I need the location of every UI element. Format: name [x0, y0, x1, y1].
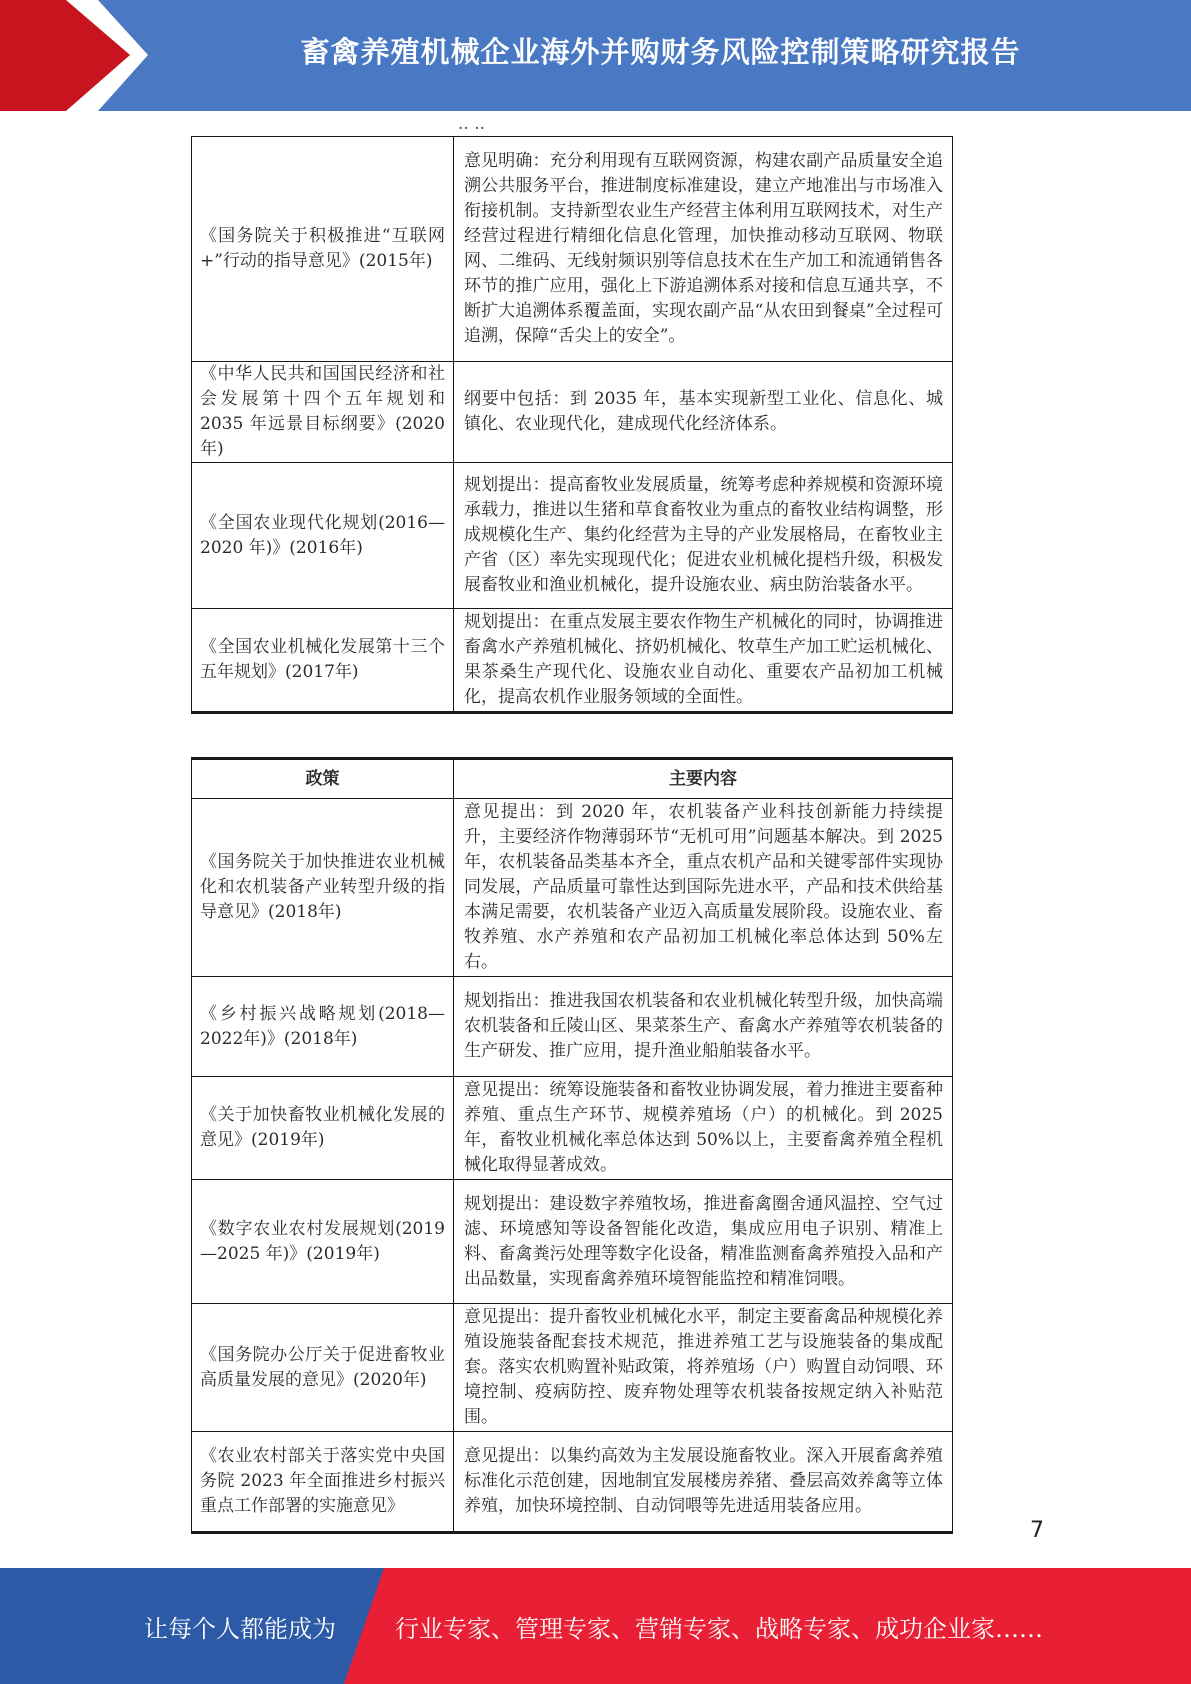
policy-cell: 《全国农业现代化规划(2016—2020 年)》(2016年): [192, 463, 454, 609]
table-row: [192, 1180, 953, 1304]
policy-cell: 《国务院关于加快推进农业机械化和农机装备产业转型升级的指导意见》(2018年): [192, 799, 454, 977]
policy-cell: 《数字农业农村发展规划(2019—2025 年)》(2019年): [192, 1180, 454, 1304]
report-title: 畜禽养殖机械企业海外并购财务风险控制策略研究报告: [300, 34, 1021, 69]
policy-cell: 《全国农业机械化发展第十三个五年规划》(2017年): [192, 609, 454, 713]
policy-cell: 《农业农村部关于落实党中央国务院 2023 年全面推进乡村振兴重点工作部署的实施意见》: [192, 1432, 454, 1533]
policy-table: [191, 757, 953, 1534]
table-row: [192, 1432, 953, 1533]
footer-banner: [0, 1568, 1191, 1684]
table-row: [192, 137, 953, 362]
policy-table-continued: [191, 136, 953, 714]
policy-cell: 《中华人民共和国国民经济和社会发展第十四个五年规划和 2035 年远景目标纲要》(2020年): [192, 362, 454, 463]
content-cell: 规划提出：在重点发展主要农作物生产机械化的同时，协调推进畜禽水产养殖机械化、挤奶机械化、牧草生产加工贮运机械化、果茶桑生产现代化、设施农业自动化、重要农产品初加工机械化，提高农机作业服务领域的全面性。: [454, 609, 953, 713]
table-row: [192, 1077, 953, 1180]
table-header-row: [192, 759, 953, 799]
column-header-policy: 政策: [192, 759, 454, 799]
content-cell: 意见提出：提升畜牧业机械化水平，制定主要畜禽品种规模化养殖设施装备配套技术规范，推进养殖工艺与设施装备的集成配套。落实农机购置补贴政策，将养殖场（户）购置自动饲喂、环境控制、疫病防控、废弃物处理等农机装备按规定纳入补贴范围。: [454, 1304, 953, 1432]
content-cell: 意见提出：以集约高效为主发展设施畜牧业。深入开展畜禽养殖标准化示范创建，因地制宜发展楼房养猪、叠层高效养禽等立体养殖，加快环境控制、自动饲喂等先进适用装备应用。: [454, 1432, 953, 1533]
policy-cell: 《国务院关于积极推进“互联网+”行动的指导意见》(2015年): [192, 137, 454, 362]
content-cell: 意见提出：统筹设施装备和畜牧业协调发展，着力推进主要畜种养殖、重点生产环节、规模养殖场（户）的机械化。到 2025 年，畜牧业机械化率总体达到 50%以上，主要畜禽养殖全程机械化取得显著成效。: [454, 1077, 953, 1180]
content-cell: 意见提出：到 2020 年，农机装备产业科技创新能力持续提升，主要经济作物薄弱环节“无机可用”问题基本解决。到 2025 年，农机装备品类基本齐全，重点农机产品和关键零部件实现协同发展，产品质量可靠性达到国际先进水平，产品和技术供给基本满足需要，农机装备产业迈入高质量发展阶段。设施农业、畜牧养殖、水产养殖和农产品初加工机械化率总体达到 50%左右。: [454, 799, 953, 977]
table-row: [192, 1304, 953, 1432]
table-row: [192, 362, 953, 463]
policy-cell: 《关于加快畜牧业机械化发展的意见》(2019年): [192, 1077, 454, 1180]
page-number: 7: [1030, 1518, 1044, 1543]
content-cell: 规划指出：推进我国农机装备和农业机械化转型升级，加快高端农机装备和丘陵山区、果菜茶生产、畜禽水产养殖等农机装备的生产研发、推广应用，提升渔业船舶装备水平。: [454, 977, 953, 1077]
policy-cell: 《国务院办公厅关于促进畜牧业高质量发展的意见》(2020年): [192, 1304, 454, 1432]
content-cell: 意见明确：充分利用现有互联网资源，构建农副产品质量安全追溯公共服务平台，推进制度标准建设，建立产地准出与市场准入衔接机制。支持新型农业生产经营主体利用互联网技术，对生产经营过程进行精细化信息化管理，加快推动移动互联网、物联网、二维码、无线射频识别等信息技术在生产加工和流通销售各环节的推广应用，强化上下游追溯体系对接和信息互通共享，不断扩大追溯体系覆盖面，实现农副产品“从农田到餐桌”全过程可追溯，保障“舌尖上的安全”。: [454, 137, 953, 362]
table-row: [192, 799, 953, 977]
table-row: [192, 609, 953, 713]
policy-cell: 《乡村振兴战略规划(2018—2022年)》(2018年): [192, 977, 454, 1077]
table-row: [192, 463, 953, 609]
footer-slogan-left: 让每个人都能成为: [144, 1614, 336, 1643]
column-header-content: 主要内容: [454, 759, 953, 799]
table-row: [192, 977, 953, 1077]
header-banner: [0, 0, 1191, 111]
content-cell: 规划提出：建设数字养殖牧场，推进畜禽圈舍通风温控、空气过滤、环境感知等设备智能化改造，集成应用电子识别、精准上料、畜禽粪污处理等数字化设备，精准监测畜禽养殖投入品和产出品数量，实现畜禽养殖环境智能监控和精准饲喂。: [454, 1180, 953, 1304]
content-cell: 纲要中包括：到 2035 年，基本实现新型工业化、信息化、城镇化、农业现代化，建成现代化经济体系。: [454, 362, 953, 463]
footer-slogan-right: 行业专家、管理专家、营销专家、战略专家、成功企业家……: [395, 1614, 1043, 1643]
content-cell: 规划提出：提高畜牧业发展质量，统筹考虑种养规模和资源环境承载力，推进以生猪和草食畜牧业为重点的畜牧业结构调整，形成规模化生产、集约化经营为主导的产业发展格局，在畜牧业主产省（区）率先实现现代化；促进农业机械化提档升级，积极发展畜牧业和渔业机械化，提升设施农业、病虫防治装备水平。: [454, 463, 953, 609]
cropped-text-remnant: ·· ··: [458, 124, 486, 134]
